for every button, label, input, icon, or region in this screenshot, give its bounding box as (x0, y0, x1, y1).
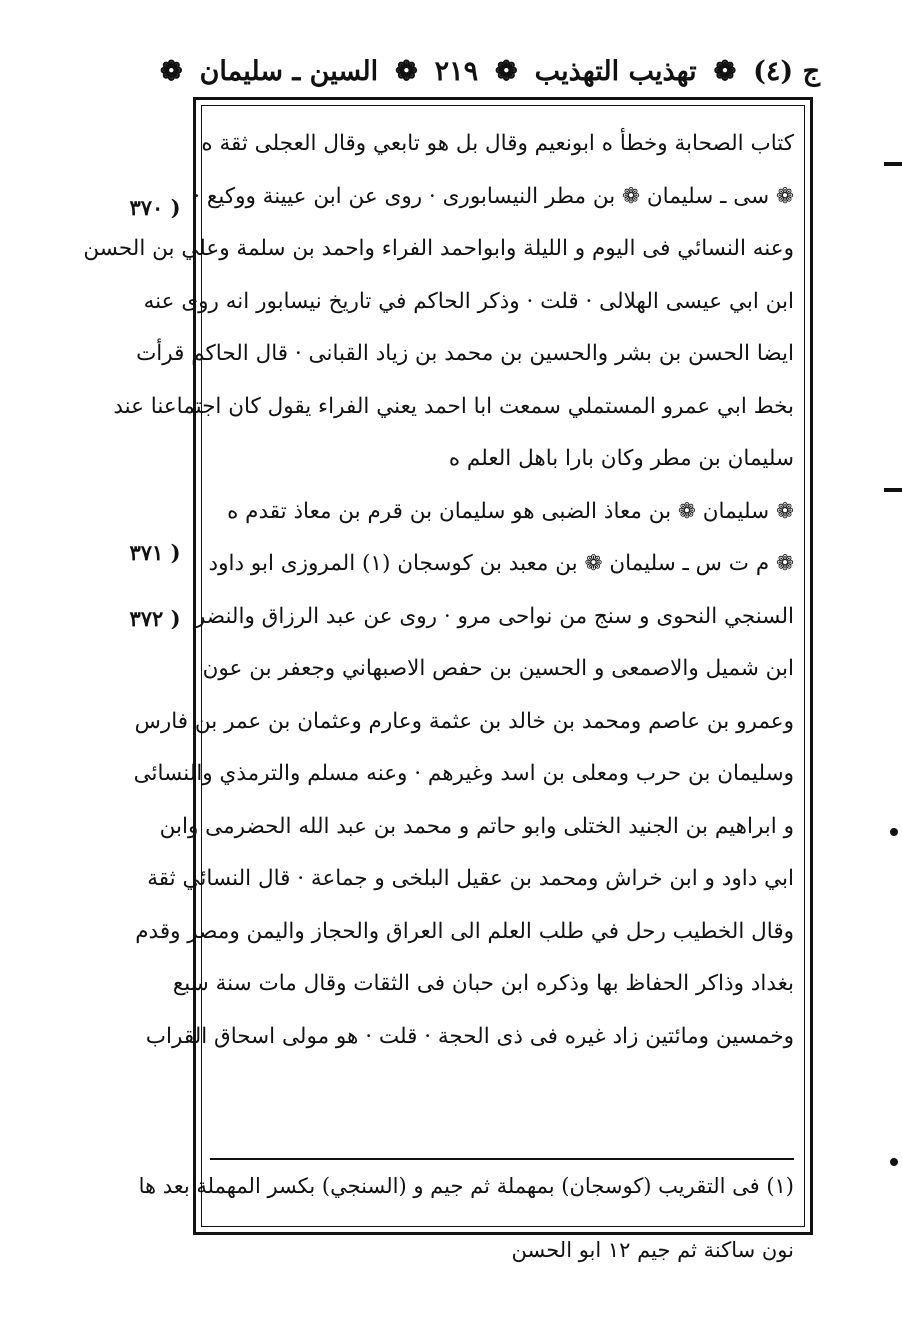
text-line: ابن ابي عيسى الهلالى · قلت · وذكر الحاكم في تاريخ نيسابور انه روى عنه (143, 288, 794, 314)
text-line: بغداد وذاكر الحفاظ بها وذكره ابن حبان فى الثقات وقال مات سنة سبع (172, 971, 794, 996)
text-line: ايضا الحسن بن بشر والحسين بن محمد بن زياد القبانى · قال الحاكم قرأت (136, 341, 794, 366)
running-header (160, 48, 820, 94)
text-line: وخمسين ومائتين زاد غيره فى ذى الحجة · قلت · هو مولى اسحاق القراب (145, 1023, 794, 1049)
entry-number: ( ٣٧٠ (129, 195, 181, 220)
binding-mark (884, 488, 902, 492)
text-line: سليمان بن مطر وكان بارا باهل العلم ه (448, 446, 794, 471)
header-ornament-icon: ❁ (713, 55, 737, 87)
header-volume: ج (٤) (753, 55, 820, 87)
binding-mark (884, 162, 902, 166)
text-line: كتاب الصحابة وخطأ ه ابونعيم وقال بل هو تابعي وقال العجلى ثقة ه (201, 131, 794, 156)
text-line: وقال الخطيب رحل في طلب العلم الى العراق والحجاز واليمن ومصر وقدم (135, 918, 794, 944)
binding-mark (890, 828, 898, 836)
text-line: وعنه النسائي فى اليوم و الليلة وابواحمد الفراء واحمد بن سلمة وعلي بن الحسن (83, 236, 794, 261)
text-line: و ابراهيم بن الجنيد الختلى وابو حاتم و محمد بن عبد الله الحضرمى وابن (159, 813, 794, 839)
footnote-line: (١) فى التقريب (كوسجان) بمهملة ثم جيم و (السنجي) بكسر المهملة بعد ها (138, 1174, 794, 1198)
header-ornament-icon: ❁ (395, 55, 418, 87)
text-line: وعمرو بن عاصم ومحمد بن خالد بن عثمة وعارم وعثمان بن عمر بن فارس (134, 708, 794, 734)
text-line: ❁ سليمان ❁ بن معاذ الضبى هو سليمان بن قرم بن معاذ تقدم ه (227, 498, 794, 524)
entry-number: ( ٣٧١ (129, 540, 181, 565)
text-line: ❁ م ت س ـ سليمان ❁ بن معبد بن كوسجان (١) المروزى ابو داود (208, 551, 794, 576)
binding-mark (890, 1158, 898, 1166)
text-line: ❁ سى ـ سليمان ❁ بن مطر النيسابورى · روى عن ابن عيينة ووكيع · (193, 183, 794, 209)
header-ornament-icon: ❁ (495, 55, 518, 87)
header-section: السين ـ سليمان (199, 55, 379, 87)
header-ornament-icon: ❁ (160, 55, 183, 87)
text-line: بخط ابي عمرو المستملي سمعت ابا احمد يعني الفراء يقول كان اجتماعنا عند (113, 393, 794, 419)
text-line: السنجي النحوى و سنج من نواحى مرو · روى عن عبد الرزاق والنضر (194, 603, 794, 629)
text-line: ابي داود و ابن خراش ومحمد بن عقيل البلخى و جماعة · قال النسائي ثقة (147, 866, 794, 891)
text-line: ابن شميل والاصمعى و الحسين بن حفص الاصبهاني وجعفر بن عون (202, 656, 794, 681)
entry-number: ( ٣٧٢ (129, 606, 181, 631)
text-line: وسليمان بن حرب ومعلى بن اسد وغيرهم · وعنه مسلم والترمذي والنسائى (133, 761, 794, 786)
footnote-line: نون ساكنة ثم جيم ١٢ ابو الحسن (511, 1238, 794, 1262)
header-book-title: تهذيب التهذيب (534, 55, 697, 87)
footnote-separator (210, 1158, 794, 1160)
header-page-number: ٢١٩ (434, 55, 479, 87)
